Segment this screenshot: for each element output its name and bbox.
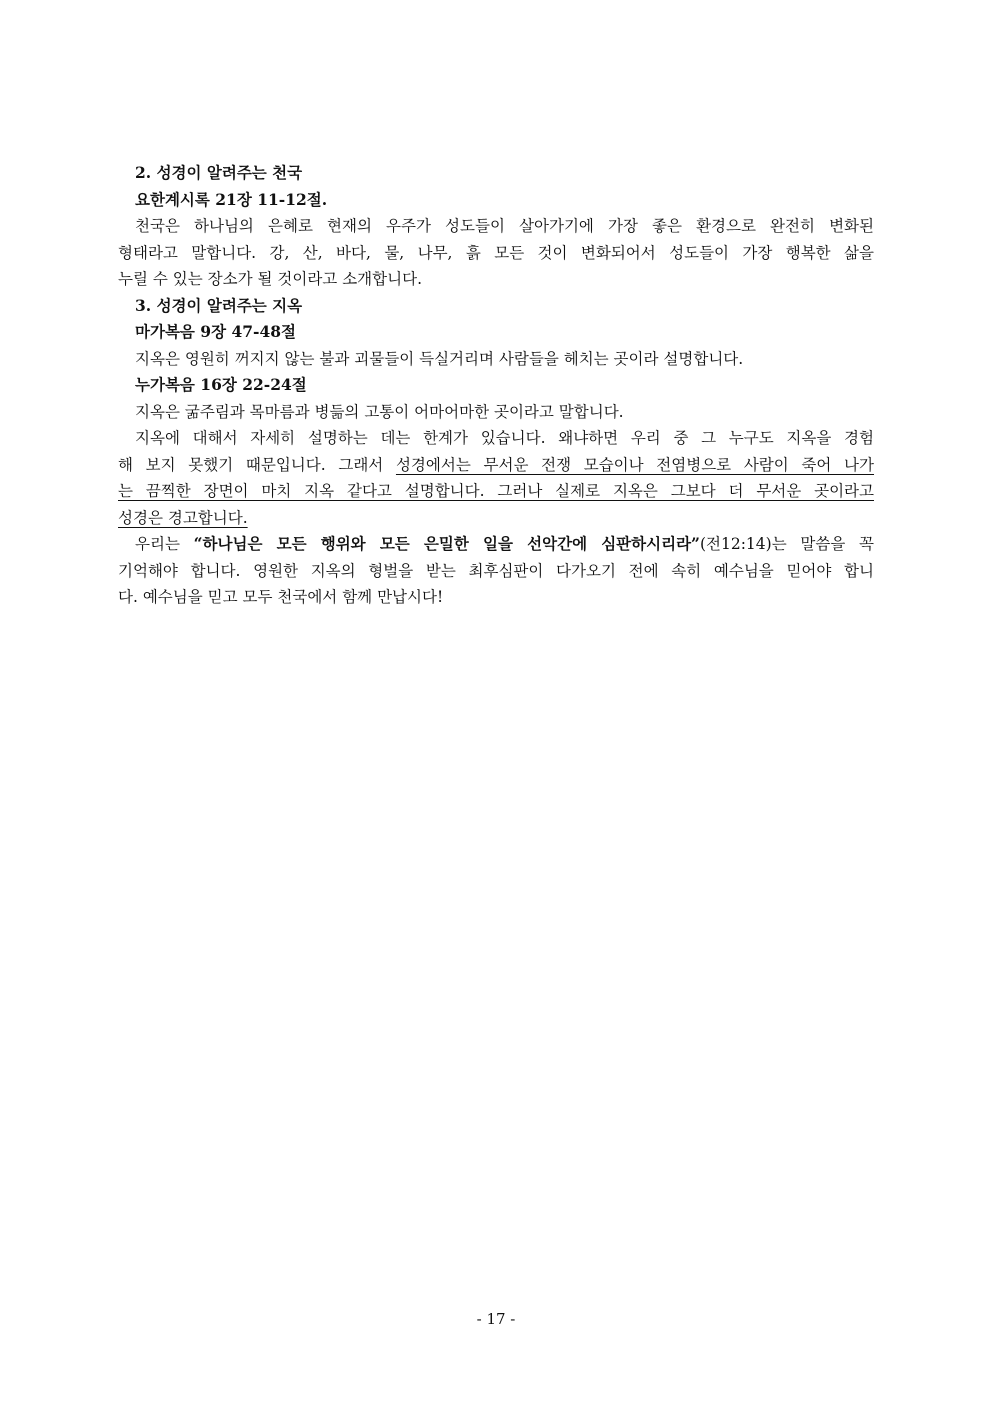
underlined-text: 성경에서는 무서운 전쟁 모습이나 전염병으로 사람이 죽어 나가 <box>395 455 875 474</box>
page-content <box>118 160 874 611</box>
paragraph-line: 형태라고 말합니다. 강, 산, 바다, 물, 나무, 흙 모든 것이 변화되어서 성도들이 가장 행복한 삶을 <box>118 243 874 262</box>
section-heading-heaven: 2. 성경이 알려주는 천국 <box>135 163 303 182</box>
scripture-reference: 요한계시록 21장 11-12절. <box>135 189 328 209</box>
paragraph-line: 지옥에 대해서 자세히 설명하는 데는 한계가 있습니다. 왜냐하면 우리 중 그 누구도 지옥을 경험 <box>135 429 874 447</box>
paragraph-line <box>118 531 874 558</box>
scripture-reference: 마가복음 9장 47-48절 <box>135 322 296 341</box>
page-number: - 17 - <box>476 1310 516 1328</box>
paragraph-line: 지옥은 굶주림과 목마름과 병듦의 고통이 어마어마한 곳이라고 말합니다. <box>135 402 624 421</box>
paragraph-line <box>118 452 874 479</box>
text-span: 해 보지 못했기 때문입니다. 그래서 <box>118 455 396 474</box>
paragraph-line: 누릴 수 있는 장소가 될 것이라고 소개합니다. <box>118 270 423 288</box>
text-span: 우리는 <box>135 535 194 553</box>
text-span: (전12:14)는 말씀을 꼭 <box>699 535 874 553</box>
underlined-text: 는 끔찍한 장면이 마치 지옥 같다고 설명합니다. 그러나 실제로 지옥은 그보다 더 무서운 곳이라고 <box>118 482 874 500</box>
paragraph-line: 기억해야 합니다. 영원한 지옥의 형벌을 받는 최후심판이 다가오기 전에 속히 예수님을 믿어야 합니 <box>118 561 874 580</box>
paragraph-line: 다. 예수님을 믿고 모두 천국에서 함께 만납시다! <box>118 588 444 606</box>
bible-quote: “하나님은 모든 행위와 모든 은밀한 일을 선악간에 심판하시리라” <box>193 534 700 553</box>
section-heading-hell: 3. 성경이 알려주는 지옥 <box>135 295 303 315</box>
underlined-text: 성경은 경고합니다. <box>118 508 248 527</box>
paragraph-line: 지옥은 영원히 꺼지지 않는 불과 괴물들이 득실거리며 사람들을 헤치는 곳이라 설명합니다. <box>135 349 744 368</box>
paragraph-line: 천국은 하나님의 은혜로 현재의 우주가 성도들이 살아가기에 가장 좋은 환경으로 완전히 변화된 <box>135 217 874 235</box>
scripture-reference: 누가복음 16장 22-24절 <box>135 375 307 394</box>
